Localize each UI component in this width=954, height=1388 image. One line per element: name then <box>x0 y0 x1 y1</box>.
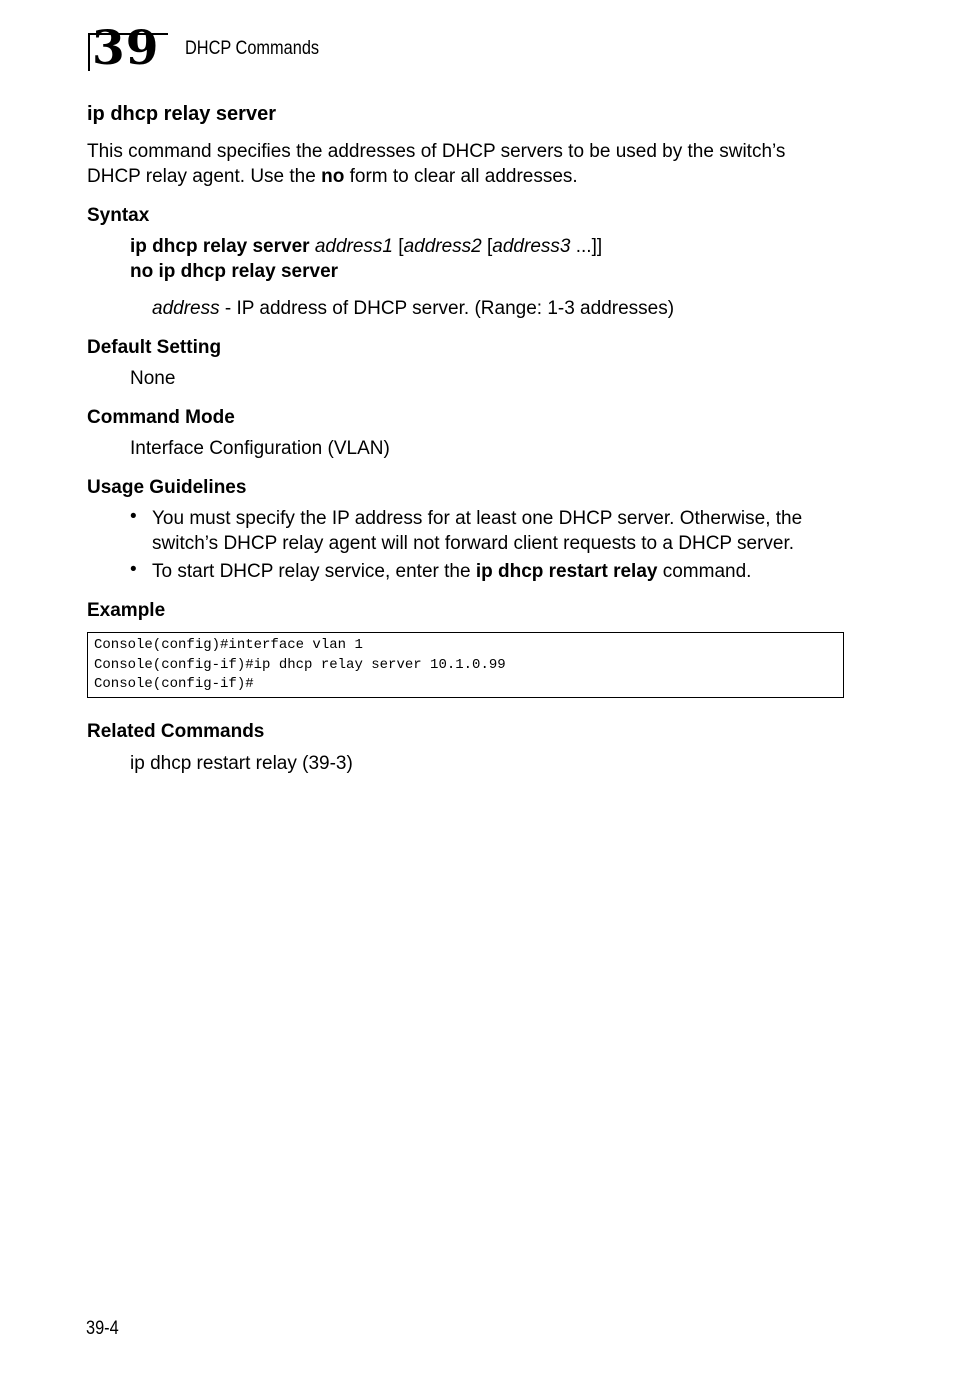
code-line: Console(config-if)#ip dhcp relay server 10.1.0.99 <box>94 657 506 673</box>
code-line: Console(config-if)# <box>94 676 254 692</box>
description-line-2: DHCP relay agent. Use the no form to clear all addresses. <box>87 166 578 187</box>
syntax-line-2: no ip dhcp relay server <box>130 261 339 282</box>
chapter-number: 39 <box>92 21 160 76</box>
code-line: Console(config)#interface vlan 1 <box>94 637 363 653</box>
related-commands-heading: Related Commands <box>87 721 265 742</box>
no-keyword: no <box>321 166 345 187</box>
bullet-icon: • <box>130 559 137 580</box>
example-code-block <box>87 632 844 698</box>
example-heading: Example <box>87 600 166 621</box>
usage-item-1-line-1: You must specify the IP address for at least one DHCP server. Otherwise, the <box>152 508 803 529</box>
syntax-line-1: ip dhcp relay server address1 [address2 [address3 ...]] <box>130 236 603 257</box>
default-setting-heading: Default Setting <box>87 337 222 358</box>
related-command-link: ip dhcp restart relay (39-3) <box>130 753 353 774</box>
description-line-1: This command specifies the addresses of DHCP servers to be used by the switch’s <box>87 141 786 162</box>
command-mode-value: Interface Configuration (VLAN) <box>130 438 390 459</box>
bullet-icon: • <box>130 506 137 527</box>
usage-item-2: To start DHCP relay service, enter the ip dhcp restart relay command. <box>152 561 752 582</box>
default-setting-value: None <box>130 368 176 389</box>
chapter-title: DHCP Commands <box>185 38 320 59</box>
command-mode-heading: Command Mode <box>87 407 235 428</box>
usage-guidelines-heading: Usage Guidelines <box>87 477 247 498</box>
syntax-heading: Syntax <box>87 205 150 226</box>
usage-item-1-line-2: switch’s DHCP relay agent will not forward client requests to a DHCP server. <box>152 533 795 554</box>
syntax-parameter: address - IP address of DHCP server. (Range: 1-3 addresses) <box>152 298 675 319</box>
command-title: ip dhcp relay server <box>87 103 276 125</box>
page-number: 39-4 <box>86 1318 119 1339</box>
